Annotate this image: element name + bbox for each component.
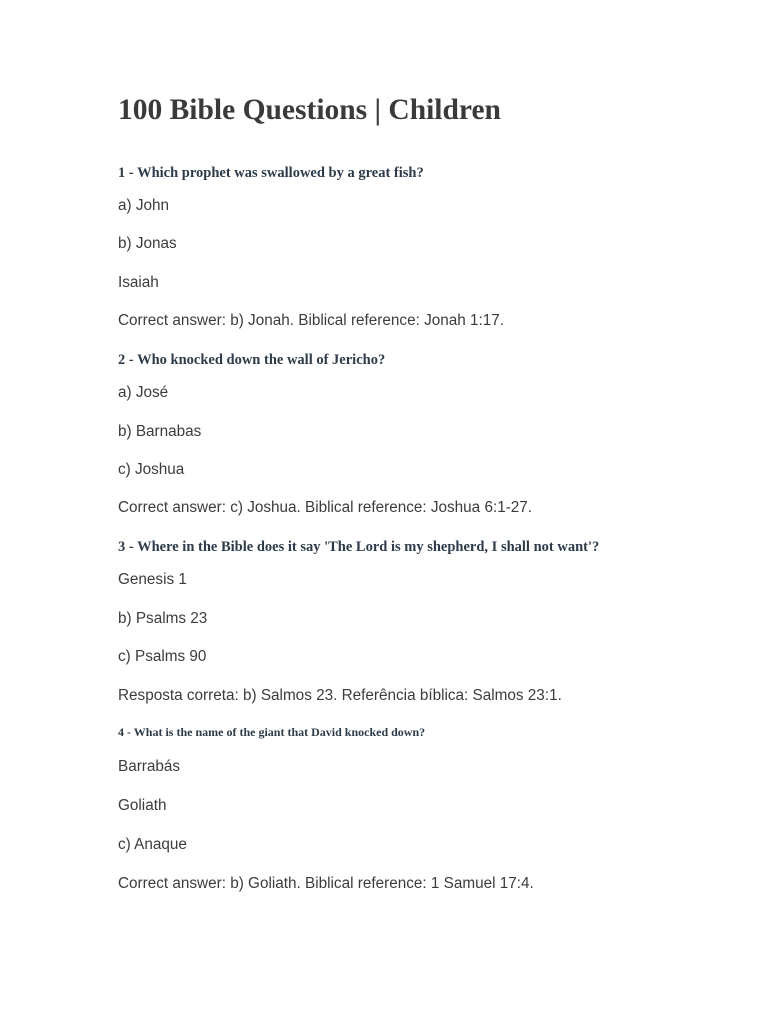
question-3: 3 - Where in the Bible does it say 'The Lord is my shepherd, I shall not want'? bbox=[118, 539, 600, 555]
question-3-option-c: c) Psalms 90 bbox=[118, 648, 207, 665]
question-4-option-a: Barrabás bbox=[118, 758, 181, 775]
question-2: 2 - Who knocked down the wall of Jericho? bbox=[118, 352, 386, 368]
question-2-option-c: c) Joshua bbox=[118, 461, 185, 478]
question-4-option-c: c) Anaque bbox=[118, 836, 187, 853]
question-3-answer: Resposta correta: b) Salmos 23. Referência bíblica: Salmos 23:1. bbox=[118, 687, 562, 704]
page-title: 100 Bible Questions | Children bbox=[118, 94, 501, 126]
question-4-answer: Correct answer: b) Goliath. Biblical reference: 1 Samuel 17:4. bbox=[118, 875, 534, 892]
question-2-answer: Correct answer: c) Joshua. Biblical reference: Joshua 6:1-27. bbox=[118, 499, 533, 516]
question-1-option-b: b) Jonas bbox=[118, 235, 177, 252]
question-4-option-b: Goliath bbox=[118, 797, 167, 814]
question-1-answer: Correct answer: b) Jonah. Biblical reference: Jonah 1:17. bbox=[118, 312, 505, 329]
question-1-option-c: Isaiah bbox=[118, 274, 159, 291]
question-1: 1 - Which prophet was swallowed by a great fish? bbox=[118, 165, 424, 181]
question-3-option-b: b) Psalms 23 bbox=[118, 610, 208, 627]
question-1-option-a: a) John bbox=[118, 197, 170, 214]
question-2-option-b: b) Barnabas bbox=[118, 423, 202, 440]
question-2-option-a: a) José bbox=[118, 384, 169, 401]
question-3-option-a: Genesis 1 bbox=[118, 571, 187, 588]
question-4: 4 - What is the name of the giant that David knocked down? bbox=[118, 725, 426, 739]
